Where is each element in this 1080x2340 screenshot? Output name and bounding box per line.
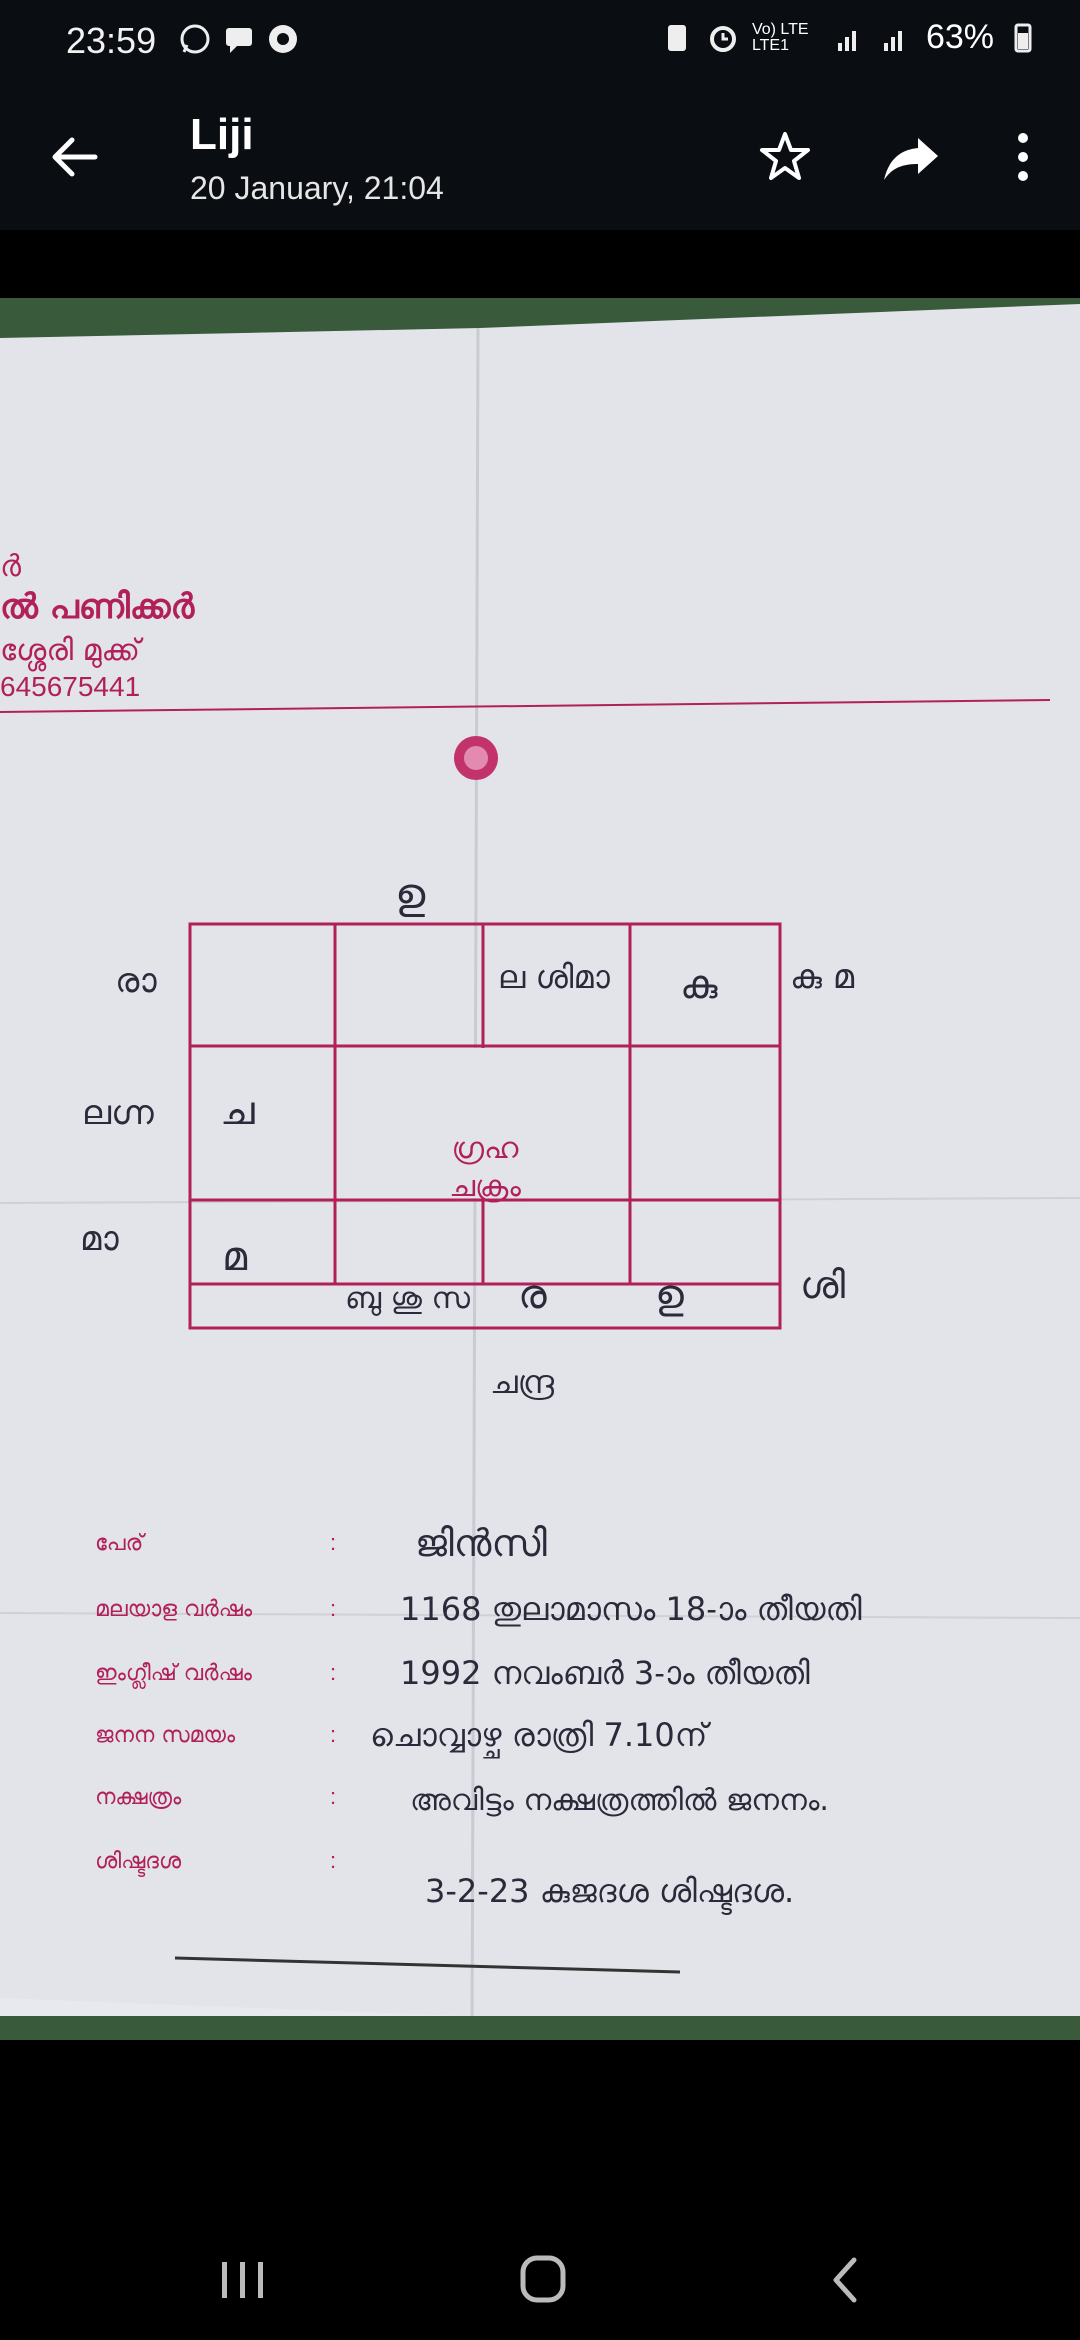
cell-r1c3: ല ശിമാ [498, 958, 610, 996]
side-right-bottom: ശി [800, 1263, 846, 1307]
svg-text::: : [330, 1784, 337, 1809]
status-right-group [660, 18, 1040, 57]
recent-apps-icon[interactable] [208, 2250, 278, 2310]
field-label-birth-time: ജനന സമയം [95, 1723, 236, 1748]
network-label: Vo) LTE LTE1 [751, 20, 809, 54]
svg-text::: : [330, 1848, 337, 1873]
alarm-icon [706, 21, 740, 55]
cell-r4c3: ര [518, 1272, 547, 1318]
navigation-bar [0, 2220, 1080, 2340]
chart-center-line2: ചക്രം [449, 1169, 521, 1204]
cell-r4c2: ബു ശു സ [345, 1281, 470, 1316]
svg-text::: : [330, 1722, 337, 1747]
chrome-icon [266, 22, 300, 56]
home-icon[interactable] [508, 2250, 578, 2310]
svg-text::: : [330, 1596, 337, 1621]
horoscope-document [0, 298, 1080, 2040]
battery-saver-icon [660, 21, 694, 55]
svg-text::: : [330, 1660, 337, 1685]
cell-r2c1: ച [220, 1088, 255, 1134]
side-left-mars: മാ [80, 1219, 119, 1259]
back-arrow-icon[interactable] [40, 122, 110, 192]
app-bar [0, 82, 1080, 230]
letterhead-phone: 645675441 [0, 671, 141, 702]
side-left-top: രാ [115, 961, 157, 1001]
status-bar [0, 0, 1080, 82]
timestamp: 20 January, 21:04 [190, 170, 444, 206]
sender-name: Liji [190, 110, 254, 159]
side-left-lagna: ലഗ്ന [82, 1093, 154, 1133]
letterhead-name: ൽ പണിക്കർ [0, 587, 195, 627]
field-label-name: പേര് [95, 1531, 144, 1556]
cell-r4c4: ഉ [655, 1272, 684, 1318]
more-options-icon[interactable] [990, 124, 1056, 190]
field-value-birth-time: ചൊവ്വാഴ്ച രാത്രി 7.10ന് [370, 1716, 708, 1754]
message-icon [222, 22, 256, 56]
chart-bottom-label: ചന്ദ്ര [490, 1363, 555, 1401]
letterhead-address: ശ്ശേരി മുക്ക് [0, 633, 141, 668]
whatsapp-icon [178, 22, 212, 56]
field-label-malayalam-year: മലയാള വർഷം [95, 1597, 253, 1622]
back-nav-icon[interactable] [812, 2250, 882, 2310]
photo-viewer-image[interactable] [0, 298, 1080, 2040]
svg-text::: : [330, 1530, 337, 1555]
field-label-balance-dasa: ശിഷ്ടദശ [95, 1849, 182, 1874]
cell-r1c4: കു [680, 962, 718, 1008]
forward-icon[interactable] [878, 124, 944, 190]
signal-icon-2 [880, 21, 914, 55]
field-value-english-year: 1992 നവംബർ 3-ാം തീയതി [400, 1654, 810, 1692]
chart-top-label: ഉ [395, 869, 426, 918]
letterhead-line1: ർ [0, 549, 21, 584]
status-notification-icons [178, 22, 300, 56]
star-icon[interactable] [752, 124, 818, 190]
status-time: 23:59 [66, 20, 157, 61]
field-value-balance-dasa: 3-2-23 കുജദശ ശിഷ്ടദശ. [425, 1872, 795, 1910]
field-label-star: നക്ഷത്രം [95, 1785, 182, 1810]
signal-icon-1 [834, 21, 868, 55]
side-right-top: കു മ [790, 957, 855, 997]
field-value-malayalam-year: 1168 തുലാമാസം 18-ാം തീയതി [400, 1590, 862, 1628]
cell-r3c1: മ [222, 1234, 248, 1280]
chart-center-line1: ഗ്രഹ [451, 1131, 519, 1166]
field-value-star: അവിട്ടം നക്ഷത്രത്തിൽ ജനനം. [410, 1783, 829, 1818]
field-label-english-year: ഇംഗ്ലീഷ് വർഷം [95, 1661, 252, 1686]
battery-icon [1006, 21, 1040, 55]
battery-percent: 63% [925, 18, 994, 56]
field-value-name: ജിൻസി [415, 1521, 547, 1565]
